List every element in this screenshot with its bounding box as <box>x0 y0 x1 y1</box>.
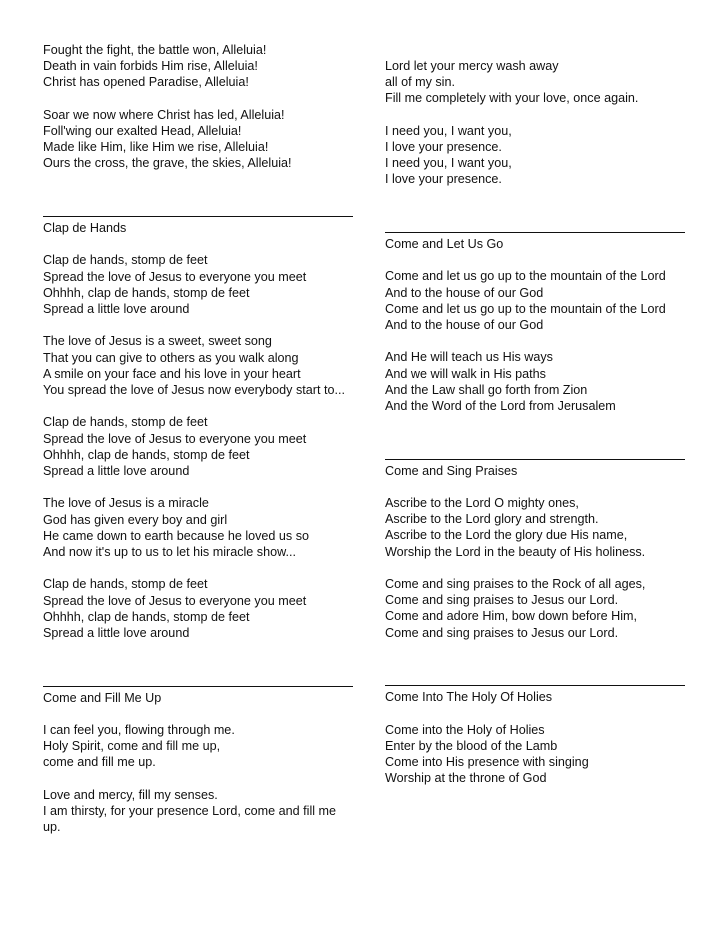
lyric-line: I love your presence. <box>385 140 502 154</box>
song-title: Come and Sing Praises <box>385 463 518 478</box>
lyric-line: I need you, I want you, <box>385 123 512 138</box>
lyric-line: And to the house of our God <box>385 318 544 332</box>
lyric-line: And He will teach us His ways <box>385 350 553 365</box>
lyric-line: The love of Jesus is a miracle <box>43 496 209 511</box>
lyric-line: I need you, I want you, <box>385 156 512 171</box>
lyric-line: He came down to earth because he loved us so <box>43 528 310 543</box>
lyric-line: Come into His presence with singing <box>385 754 589 769</box>
section-divider <box>385 220 685 233</box>
lyric-line: Spread a little love around <box>43 464 190 478</box>
song-title: Come and Let Us Go <box>385 237 504 251</box>
lyric-line: Ohhhh, clap de hands, stomp de feet <box>43 447 250 462</box>
lyric-line: I can feel you, flowing through me. <box>43 722 235 737</box>
lyric-line: Clap de hands, stomp de feet <box>43 253 208 268</box>
lyric-line: Ohhhh, clap de hands, stomp de feet <box>43 285 250 300</box>
song-title: Come and Fill Me Up <box>43 690 162 705</box>
lyric-line: all of my sin. <box>385 75 455 90</box>
song-title: Clap de Hands <box>43 221 127 235</box>
lyric-line: Come and let us go up to the mountain of the Lord <box>385 301 666 316</box>
lyric-line: Fill me completely with your love, once again. <box>385 91 639 106</box>
lyric-line: I love your presence. <box>385 172 502 187</box>
lyric-line: Clap de hands, stomp de feet <box>43 415 208 430</box>
lyric-line: Come and sing praises to Jesus our Lord. <box>385 593 619 608</box>
lyric-line: Come and sing praises to the Rock of all ages, <box>385 576 646 591</box>
left-column <box>43 42 353 835</box>
lyric-line: Lord let your mercy wash away <box>385 59 559 73</box>
song-title: Come Into The Holy Of Holies <box>385 690 553 705</box>
lyric-line: Ascribe to the Lord O mighty ones, <box>385 495 579 510</box>
section-divider <box>385 447 685 460</box>
lyric-line: Worship the Lord in the beauty of His holiness. <box>385 544 646 559</box>
lyric-line: And the Word of the Lord from Jerusalem <box>385 399 616 413</box>
lyric-line: Ours the cross, the grave, the skies, Alleluia! <box>43 156 292 171</box>
lyric-line: Spread a little love around <box>43 302 190 316</box>
lyric-line: Holy Spirit, come and fill me up, <box>43 739 221 754</box>
lyric-line: Death in vain forbids Him rise, Alleluia! <box>43 59 258 74</box>
lyric-line: Ascribe to the Lord glory and strength. <box>385 512 599 527</box>
lyric-line: And we will walk in His paths <box>385 366 546 381</box>
section-divider <box>43 674 353 687</box>
lyric-line: Soar we now where Christ has led, Alleluia! <box>43 107 285 122</box>
lyric-line: Spread the love of Jesus to everyone you meet <box>43 269 307 284</box>
section-divider <box>43 204 353 217</box>
lyric-line: Come and sing praises to Jesus our Lord. <box>385 625 619 640</box>
lyric-line: come and fill me up. <box>43 755 156 770</box>
lyric-line: Made like Him, like Him we rise, Alleluia! <box>43 140 269 155</box>
lyric-line: Ohhhh, clap de hands, stomp de feet <box>43 609 250 624</box>
lyric-line: You spread the love of Jesus now everybody start to... <box>43 383 345 397</box>
lyric-line: Come and let us go up to the mountain of the Lord <box>385 269 666 284</box>
lyric-line: Love and mercy, fill my senses. <box>43 787 218 802</box>
lyric-line: That you can give to others as you walk along <box>43 350 299 365</box>
section-divider <box>385 673 685 686</box>
lyric-line: Ascribe to the Lord the glory due His name, <box>385 528 628 543</box>
lyric-line: Enter by the blood of the Lamb <box>385 738 558 753</box>
lyric-line: And now it's up to us to let his miracle show... <box>43 545 296 559</box>
lyric-line: And to the house of our God <box>385 285 544 300</box>
lyric-line: I am thirsty, for your presence Lord, come and fill me up. <box>43 803 337 835</box>
lyric-line: Fought the fight, the battle won, Alleluia! <box>43 43 267 57</box>
lyric-line: Come and adore Him, bow down before Him, <box>385 609 637 624</box>
lyric-line: God has given every boy and girl <box>43 512 228 527</box>
lyric-line: Christ has opened Paradise, Alleluia! <box>43 75 249 90</box>
lyric-line: Foll'wing our exalted Head, Alleluia! <box>43 124 242 138</box>
lyric-line: And the Law shall go forth from Zion <box>385 382 588 397</box>
lyric-line: The love of Jesus is a sweet, sweet song <box>43 334 272 349</box>
lyric-line: Spread the love of Jesus to everyone you meet <box>43 593 307 608</box>
lyric-line: A smile on your face and his love in your heart <box>43 366 301 381</box>
right-column <box>385 58 685 786</box>
lyric-line: Clap de hands, stomp de feet <box>43 577 208 592</box>
lyric-line: Come into the Holy of Holies <box>385 722 545 737</box>
lyric-line: Worship at the throne of God <box>385 771 547 786</box>
lyric-line: Spread the love of Jesus to everyone you meet <box>43 431 307 446</box>
lyric-line: Spread a little love around <box>43 626 190 640</box>
